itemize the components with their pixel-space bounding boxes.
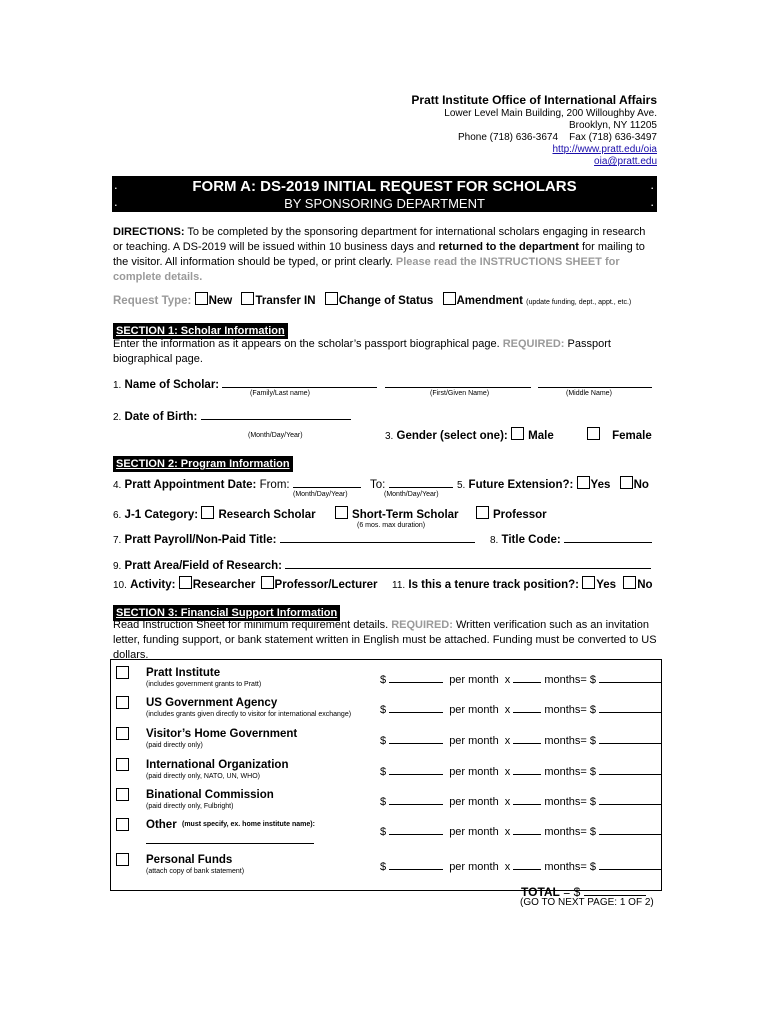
funding-source-checkbox[interactable]: [116, 758, 129, 771]
tenure-yes-checkbox[interactable]: [582, 576, 595, 589]
source-total-field[interactable]: [599, 732, 661, 744]
phone-fax: Phone (718) 636-3674 Fax (718) 636-3497: [457, 132, 657, 143]
dollar-sign: $: [380, 735, 387, 747]
category-short-term-checkbox[interactable]: [335, 506, 348, 519]
other-specify-field[interactable]: [146, 833, 314, 844]
first-name-field[interactable]: [385, 376, 531, 388]
other-specify-note: (must specify, ex. home institute name):: [182, 821, 315, 828]
request-type-row: Request Type: New Transfer IN Change of Status Amendment (update funding, dept., appt., etc.): [113, 292, 631, 307]
funding-source-name: US Government Agency: [146, 697, 278, 709]
q1-name-row: 1. Name of Scholar:: [113, 376, 652, 391]
banner-dot-br: .: [650, 194, 654, 209]
q8-title-code-row: 8. Title Code:: [490, 531, 652, 546]
banner-dot-tl: .: [114, 177, 118, 192]
dollar-sign: $: [380, 826, 387, 838]
category-research-checkbox[interactable]: [201, 506, 214, 519]
funding-source-checkbox[interactable]: [116, 666, 129, 679]
q10-activity-row: 10. Activity: Researcher Professor/Lecturer: [113, 576, 377, 591]
months-label: months= $: [544, 796, 597, 808]
activity-researcher-checkbox[interactable]: [179, 576, 192, 589]
funding-source-checkbox[interactable]: [116, 853, 129, 866]
banner-dot-bl: .: [114, 194, 118, 209]
funding-source-name: Visitor’s Home Government: [146, 728, 298, 740]
months-count-field[interactable]: [513, 823, 541, 835]
appointment-from-field[interactable]: [293, 476, 361, 488]
funding-amount-row: [380, 823, 661, 838]
request-amendment-checkbox[interactable]: [443, 292, 456, 305]
monthly-amount-field[interactable]: [389, 732, 443, 744]
months-count-field[interactable]: [513, 763, 541, 775]
field-of-research-field[interactable]: [285, 557, 651, 569]
funding-source-note: (paid directly only): [146, 742, 203, 749]
funding-source-note: (includes government grants to Pratt): [146, 681, 262, 688]
directions-label: DIRECTIONS:: [113, 226, 185, 238]
payroll-title-field[interactable]: [280, 531, 475, 543]
times-label: x: [504, 704, 511, 716]
times-label: x: [504, 674, 511, 686]
funding-source-name: International Organization: [146, 759, 289, 771]
months-label: months= $: [544, 674, 597, 686]
times-label: x: [504, 861, 511, 873]
months-count-field[interactable]: [513, 732, 541, 744]
funding-source-checkbox[interactable]: [116, 818, 129, 831]
source-total-field[interactable]: [599, 858, 661, 870]
months-label: months= $: [544, 826, 597, 838]
dollar-sign: $: [380, 674, 387, 686]
short-term-note: (6 mos. max duration): [357, 522, 426, 529]
funding-amount-row: [380, 701, 661, 716]
total-amount-field[interactable]: [584, 884, 646, 896]
title-code-field[interactable]: [564, 531, 652, 543]
per-month-label: per month: [449, 826, 499, 838]
dob-hint: (Month/Day/Year): [248, 432, 303, 439]
funding-source-name: Binational Commission: [146, 789, 274, 801]
q6-category-row: 6. J-1 Category: Research Scholar Short-Term Scholar Professor: [113, 506, 547, 521]
monthly-amount-field[interactable]: [389, 858, 443, 870]
q9-field-row: 9. Pratt Area/Field of Research:: [113, 557, 651, 572]
request-change-status-checkbox[interactable]: [325, 292, 338, 305]
title-banner: [112, 176, 657, 212]
months-label: months= $: [544, 766, 597, 778]
form-subtitle: BY SPONSORING DEPARTMENT: [284, 196, 485, 211]
funding-source-note: (includes grants given directly to visitor for international exchange): [146, 711, 352, 718]
address-line-1: Lower Level Main Building, 200 Willoughby Ave.: [444, 108, 657, 119]
last-name-field[interactable]: [222, 376, 377, 388]
section-3-heading: SECTION 3: Financial Support Information: [113, 605, 340, 621]
funding-amount-row: [380, 858, 661, 873]
source-total-field[interactable]: [599, 763, 661, 775]
times-label: x: [504, 735, 511, 747]
gender-female-checkbox[interactable]: [587, 427, 600, 440]
per-month-label: per month: [449, 674, 499, 686]
months-count-field[interactable]: [513, 701, 541, 713]
times-label: x: [504, 826, 511, 838]
extension-no-checkbox[interactable]: [620, 476, 633, 489]
to-hint: (Month/Day/Year): [384, 491, 439, 498]
monthly-amount-field[interactable]: [389, 763, 443, 775]
funding-amount-row: [380, 793, 661, 808]
funding-source-note: (attach copy of bank statement): [146, 868, 245, 875]
months-count-field[interactable]: [513, 671, 541, 683]
funding-source-name: Pratt Institute: [146, 667, 221, 679]
months-count-field[interactable]: [513, 858, 541, 870]
amendment-note: (update funding, dept., appt., etc.): [526, 299, 632, 306]
email-link[interactable]: oia@pratt.edu: [594, 156, 657, 167]
source-total-field[interactable]: [599, 671, 661, 683]
middle-name-hint: (Middle Name): [566, 390, 612, 397]
q3-gender-row: 3. Gender (select one): Male Female: [385, 427, 652, 442]
per-month-label: per month: [449, 735, 499, 747]
per-month-label: per month: [449, 766, 499, 778]
source-total-field[interactable]: [599, 823, 661, 835]
appointment-to-field[interactable]: [389, 476, 453, 488]
monthly-amount-field[interactable]: [389, 701, 443, 713]
source-total-field[interactable]: [599, 701, 661, 713]
website-link[interactable]: http://www.pratt.edu/oia: [552, 144, 657, 155]
middle-name-field[interactable]: [538, 376, 652, 388]
q11-tenure-row: 11. Is this a tenure track position?: Yes No: [392, 576, 653, 591]
date-of-birth-field[interactable]: [201, 408, 351, 420]
source-total-field[interactable]: [599, 793, 661, 805]
section-2-heading: SECTION 2: Program Information: [113, 456, 293, 472]
form-title: FORM A: DS-2019 INITIAL REQUEST FOR SCHOLARS: [192, 178, 577, 195]
activity-professor-checkbox[interactable]: [261, 576, 274, 589]
q4-appointment-row: 4. Pratt Appointment Date: From: To:: [113, 476, 453, 491]
funding-source-name: Personal Funds: [146, 854, 233, 866]
q2-dob-row: 2. Date of Birth:: [113, 408, 351, 423]
months-label: months= $: [544, 735, 597, 747]
dollar-sign: $: [380, 704, 387, 716]
funding-source-checkbox[interactable]: [116, 788, 129, 801]
section-3-intro: Read Instruction Sheet for minimum requirement details. REQUIRED: Written verification such as an invitation letter, funding support, or bank statement written in English must be attached. Funding must be converted to US dollars.: [113, 619, 657, 661]
funding-source-checkbox[interactable]: [116, 696, 129, 709]
funding-source-note: (paid directly only, NATO, UN, WHO): [146, 773, 260, 780]
address-line-2: Brooklyn, NY 11205: [568, 120, 657, 131]
funding-amount-row: [380, 763, 661, 778]
dollar-sign: $: [380, 766, 387, 778]
times-label: x: [504, 796, 511, 808]
dollar-sign: $: [380, 796, 387, 808]
monthly-amount-field[interactable]: [389, 823, 443, 835]
funding-source-name: Other: [146, 819, 177, 831]
directions-paragraph: DIRECTIONS: To be completed by the sponsoring department for international scholars engaging in research or teaching. A DS-2019 will be issued within 10 business days and returned to the department for mailing to the visitor. All information should be typed, or print clearly. Please read the INSTRUCTIONS SHEET for complete details.: [113, 226, 646, 283]
dollar-sign: $: [380, 861, 387, 873]
section-1-intro: Enter the information as it appears on the scholar’s passport biographical page. REQUIRED: Passport biographical page.: [113, 338, 611, 365]
monthly-amount-field[interactable]: [389, 793, 443, 805]
org-name: Pratt Institute Office of International Affairs: [411, 93, 657, 107]
request-type-label: Request Type:: [113, 295, 192, 307]
category-professor-checkbox[interactable]: [476, 506, 489, 519]
months-label: months= $: [544, 704, 597, 716]
last-name-hint: (Family/Last name): [250, 390, 310, 397]
per-month-label: per month: [449, 861, 499, 873]
per-month-label: per month: [449, 796, 499, 808]
q7-title-row: 7. Pratt Payroll/Non-Paid Title:: [113, 531, 475, 546]
per-month-label: per month: [449, 704, 499, 716]
funding-amount-row: [380, 671, 661, 686]
request-transfer-checkbox[interactable]: [241, 292, 254, 305]
funding-source-checkbox[interactable]: [116, 727, 129, 740]
from-hint: (Month/Day/Year): [293, 491, 348, 498]
banner-dot-tr: .: [650, 177, 654, 192]
request-new-checkbox[interactable]: [195, 292, 208, 305]
total-row: TOTAL = $: [521, 884, 646, 899]
monthly-amount-field[interactable]: [389, 671, 443, 683]
extension-yes-checkbox[interactable]: [577, 476, 590, 489]
times-label: x: [504, 766, 511, 778]
next-page-note: (GO TO NEXT PAGE: 1 OF 2): [520, 897, 654, 908]
first-name-hint: (First/Given Name): [430, 390, 490, 397]
tenure-no-checkbox[interactable]: [623, 576, 636, 589]
months-count-field[interactable]: [513, 793, 541, 805]
months-label: months= $: [544, 861, 597, 873]
section-1-heading: SECTION 1: Scholar Information: [113, 323, 288, 339]
q5-extension-row: 5. Future Extension?: Yes No: [457, 476, 649, 491]
funding-source-note: (paid directly only, Fulbright): [146, 803, 234, 810]
funding-amount-row: [380, 732, 661, 747]
gender-male-checkbox[interactable]: [511, 427, 524, 440]
